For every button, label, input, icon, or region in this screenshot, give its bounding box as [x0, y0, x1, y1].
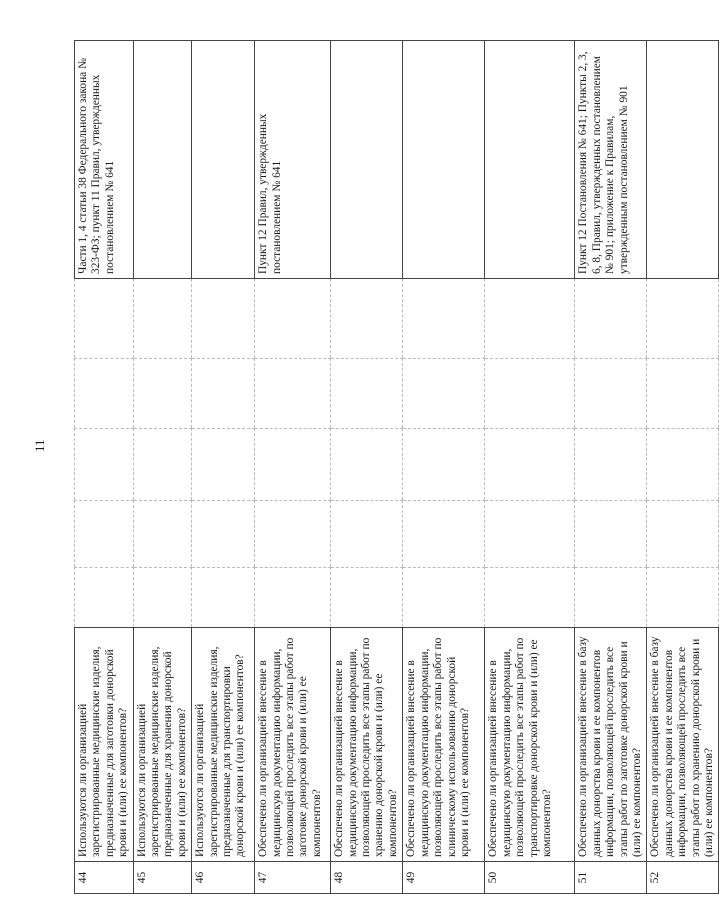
- question-cell: Используются ли организацией зарегистрированные медицинские изделия, предназначенные для заготовки донорской крови и (или) ее компонентов?: [75, 628, 134, 862]
- answer-cell: [647, 568, 719, 628]
- answer-cell: [485, 568, 575, 628]
- answer-cell: [403, 359, 485, 429]
- question-cell: Обеспечено ли организацией внесение в медицинскую документацию информации, позволяющей проследить все этапы работ по транспортировке донорской крови и (или) ее компонентов?: [485, 628, 575, 862]
- answer-cell: [575, 568, 647, 628]
- answer-cell: [647, 429, 719, 501]
- row-number: 49: [403, 862, 485, 894]
- page-number: 11: [32, 439, 47, 452]
- answer-cell: [485, 359, 575, 429]
- reference-cell: Части 1, 4 статьи 38 Федерального закона № 323-ФЗ; пункт 11 Правил, утвержденных постановлением № 641: [75, 41, 134, 279]
- answer-cell: [575, 501, 647, 568]
- row-number: 48: [331, 862, 403, 894]
- answer-cell: [403, 279, 485, 359]
- answer-cell: [192, 501, 255, 568]
- answer-cell: [255, 501, 331, 568]
- answer-cell: [331, 501, 403, 568]
- answer-cell: [255, 568, 331, 628]
- answer-cell: [75, 279, 134, 359]
- answer-cell: [75, 429, 134, 501]
- reference-cell: Пункт 12 Постановления № 641; Пункты 2, 3, 6, 8, Правил, утвержденных постановлением № 901; приложение к Правилам, утвержденным постановлением № 901: [575, 41, 647, 279]
- table-row: [75, 41, 134, 894]
- row-number: 52: [647, 862, 719, 894]
- table-row: [485, 41, 575, 894]
- reference-cell: [485, 41, 575, 279]
- reference-cell: Пункт 12 Правил, утвержденных постановлением № 641: [255, 41, 331, 279]
- answer-cell: [255, 279, 331, 359]
- answer-cell: [255, 359, 331, 429]
- answer-cell: [485, 279, 575, 359]
- question-cell: Обеспечено ли организацией внесение в медицинскую документацию информации, позволяющей проследить все этапы работ по клиническому использованию донорской крови и (или) ее компонентов?: [403, 628, 485, 862]
- answer-cell: [192, 568, 255, 628]
- answer-cell: [403, 501, 485, 568]
- answer-cell: [192, 429, 255, 501]
- answer-cell: [331, 568, 403, 628]
- answer-cell: [133, 501, 192, 568]
- answer-cell: [133, 429, 192, 501]
- row-number: 46: [192, 862, 255, 894]
- answer-cell: [133, 568, 192, 628]
- answer-cell: [133, 359, 192, 429]
- answer-cell: [331, 429, 403, 501]
- answer-cell: [647, 501, 719, 568]
- table-row: [133, 41, 192, 894]
- answer-cell: [485, 501, 575, 568]
- reference-cell: [331, 41, 403, 279]
- table-row: [647, 41, 719, 894]
- reference-cell: [192, 41, 255, 279]
- question-cell: Обеспечено ли организацией внесение в базу данных донорства крови и ее компонентов информации, позволяющей проследить все этапы работ по хранению донорской крови и (или) ее компонентов?: [647, 628, 719, 862]
- answer-cell: [403, 568, 485, 628]
- answer-cell: [192, 359, 255, 429]
- reference-cell: [647, 41, 719, 279]
- question-cell: Используются ли организацией зарегистрированные медицинские изделия, предназначенные для транспортировки донорской крови и (или) ее компонентов?: [192, 628, 255, 862]
- rotated-table-area: [74, 41, 715, 894]
- question-cell: Обеспечено ли организацией внесение в медицинскую документацию информации, позволяющей проследить все этапы работ по хранению донорской крови и (или) ее компонентов?: [331, 628, 403, 862]
- answer-cell: [647, 279, 719, 359]
- answer-cell: [75, 568, 134, 628]
- table-row: [575, 41, 647, 894]
- row-number: 51: [575, 862, 647, 894]
- answer-cell: [575, 359, 647, 429]
- table-row: [331, 41, 403, 894]
- answer-cell: [647, 359, 719, 429]
- row-number: 47: [255, 862, 331, 894]
- row-number: 44: [75, 862, 134, 894]
- answer-cell: [403, 429, 485, 501]
- answer-cell: [192, 279, 255, 359]
- row-number: 50: [485, 862, 575, 894]
- reference-cell: [133, 41, 192, 279]
- table-row: [192, 41, 255, 894]
- answer-cell: [575, 429, 647, 501]
- checklist-table: [74, 40, 719, 894]
- row-number: 45: [133, 862, 192, 894]
- answer-cell: [331, 279, 403, 359]
- question-cell: Используются ли организацией зарегистрированные медицинские изделия, предназначенные для хранения донорской крови и (или) ее компонентов?: [133, 628, 192, 862]
- answer-cell: [133, 279, 192, 359]
- question-cell: Обеспечено ли организацией внесение в базу данных донорства крови и ее компонентов информации, позволяющей проследить все этапы работ по заготовке донорской крови и (или) ее компонентов?: [575, 628, 647, 862]
- answer-cell: [575, 279, 647, 359]
- table-row: [403, 41, 485, 894]
- answer-cell: [485, 429, 575, 501]
- answer-cell: [75, 501, 134, 568]
- answer-cell: [255, 429, 331, 501]
- reference-cell: [403, 41, 485, 279]
- answer-cell: [331, 359, 403, 429]
- table-row: [255, 41, 331, 894]
- question-cell: Обеспечено ли организацией внесение в медицинскую документацию информации, позволяющей проследить все этапы работ по заготовке донорской крови и (или) ее компонентов?: [255, 628, 331, 862]
- answer-cell: [75, 359, 134, 429]
